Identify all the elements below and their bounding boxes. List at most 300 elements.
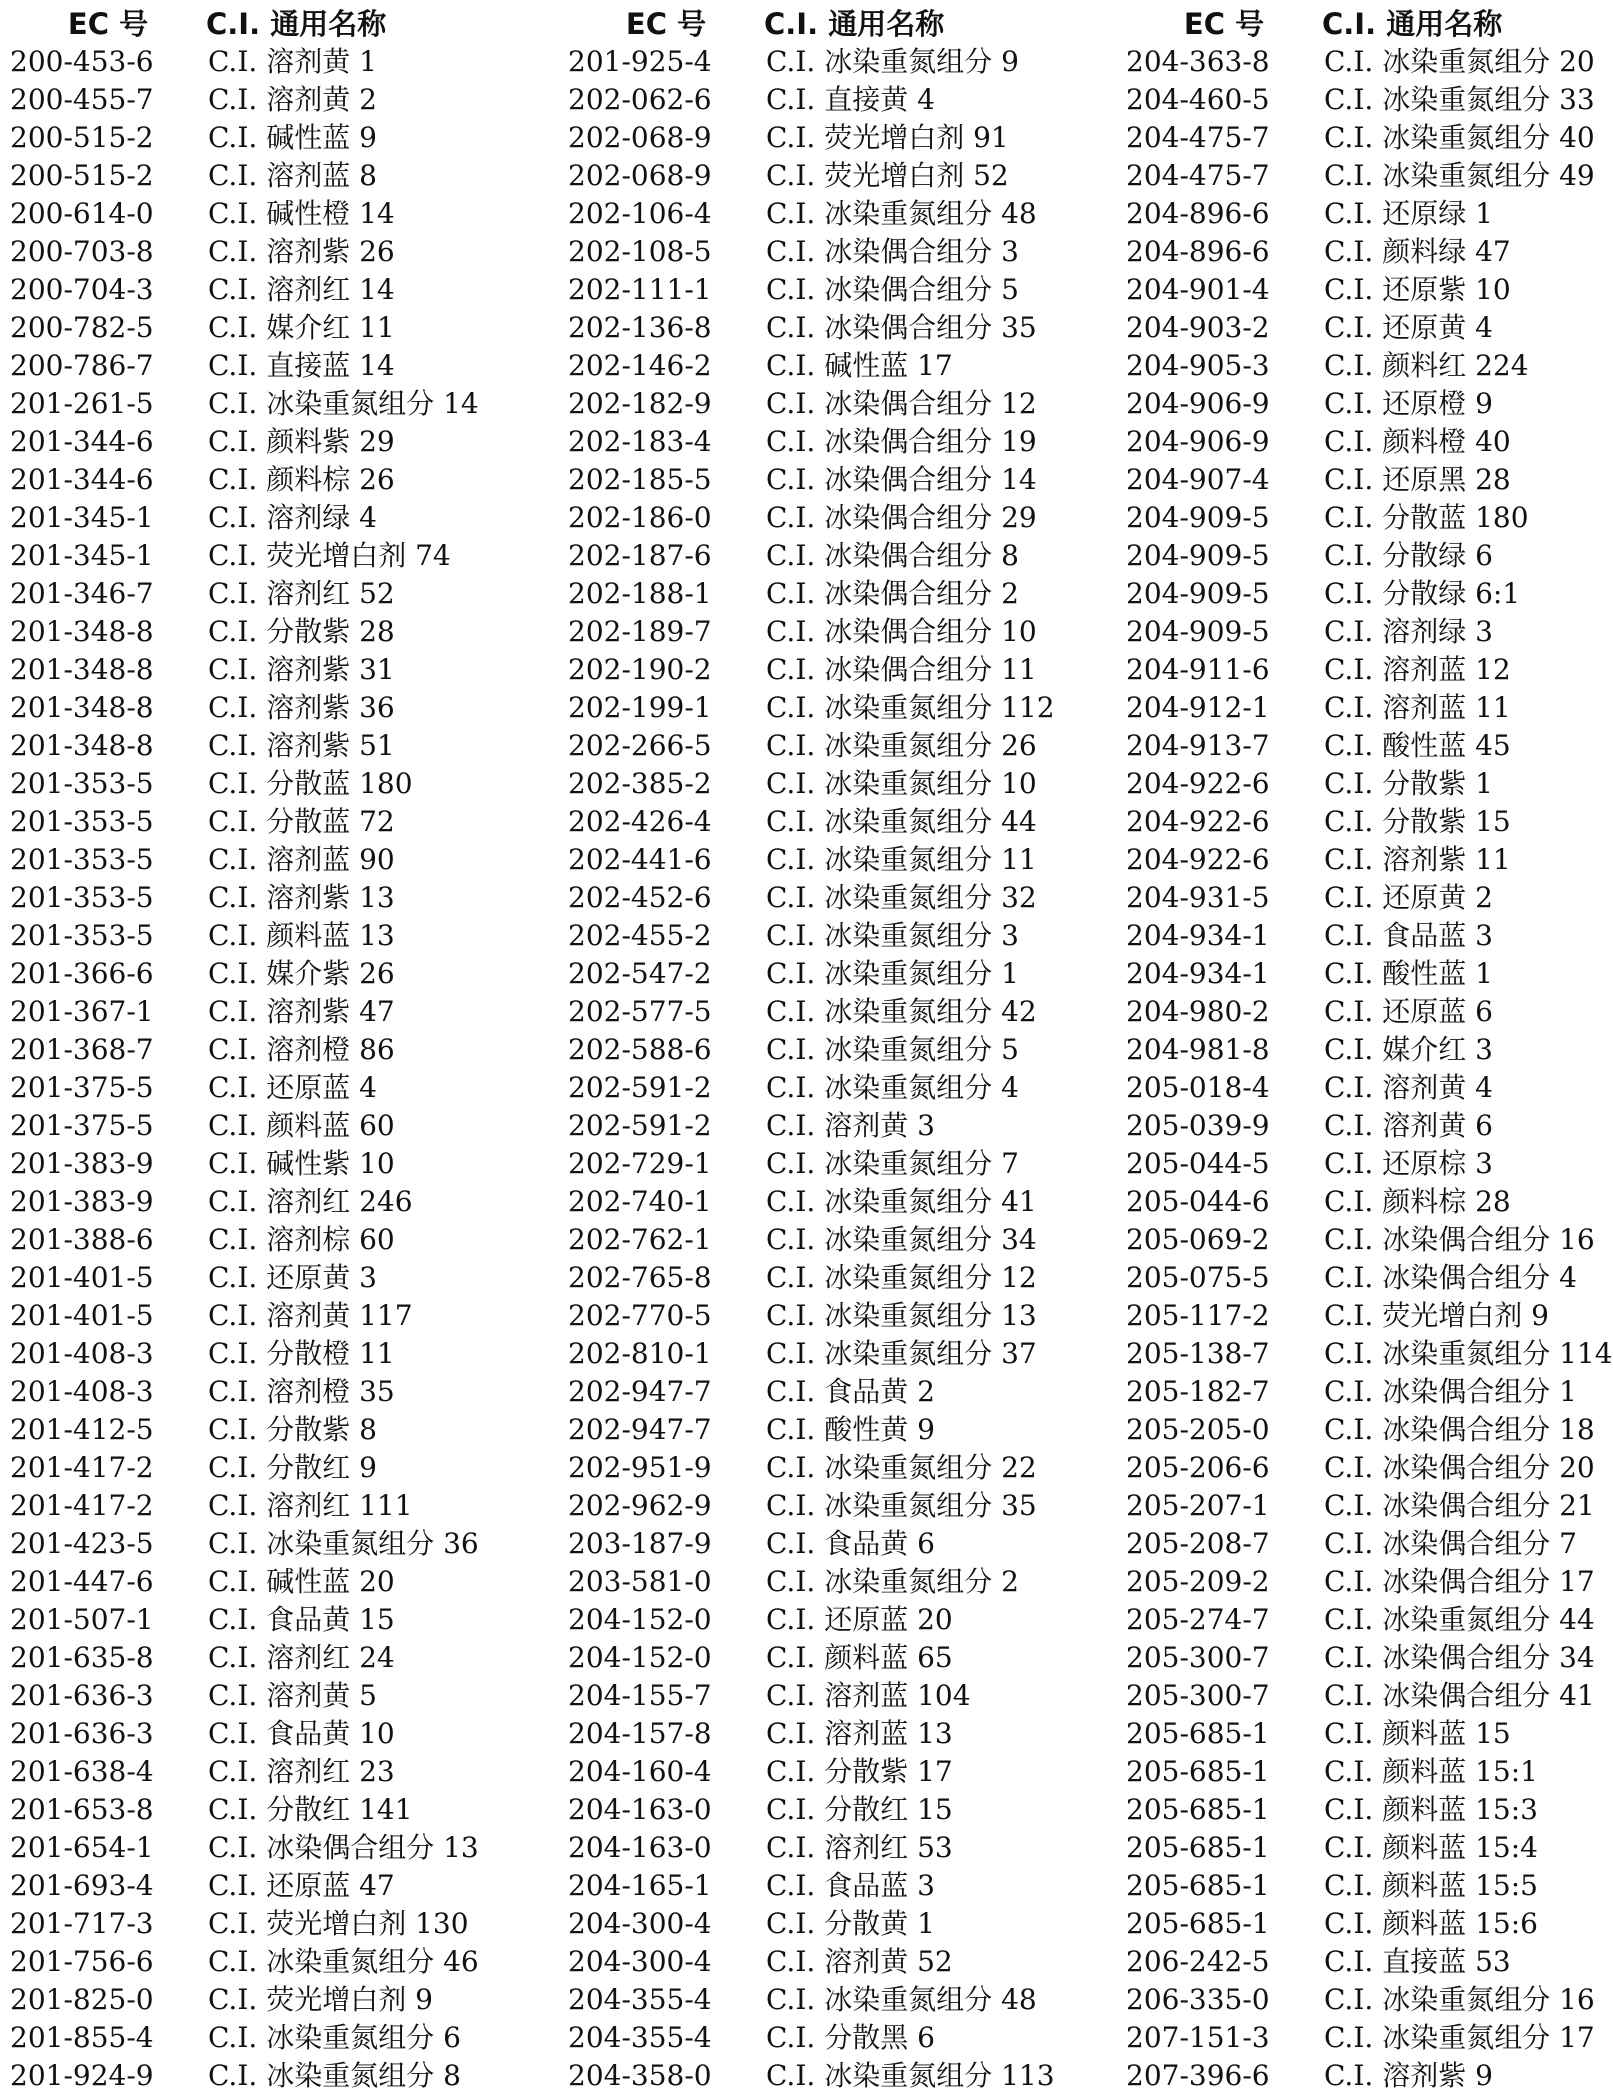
table-row (10, 1829, 479, 1867)
ec-number: 205-138-7 (1126, 1337, 1270, 1370)
ec-number: 201-383-9 (10, 1147, 154, 1180)
ci-generic-name: C.I. 冰染重氮组分 13 (766, 1299, 1037, 1332)
ci-generic-name: C.I. 分散红 9 (208, 1451, 377, 1484)
ec-number: 205-207-1 (1126, 1489, 1270, 1522)
ec-number: 201-638-4 (10, 1755, 154, 1788)
ci-generic-name: C.I. 食品黄 10 (208, 1717, 395, 1750)
ci-generic-name: C.I. 还原橙 9 (1324, 387, 1493, 420)
ci-generic-name: C.I. 分散紫 17 (766, 1755, 953, 1788)
ci-generic-name: C.I. 溶剂红 14 (208, 273, 395, 306)
ci-generic-name: C.I. 颜料蓝 60 (208, 1109, 395, 1142)
ec-number: 202-455-2 (568, 919, 712, 952)
ci-generic-name: C.I. 冰染偶合组分 3 (766, 235, 1019, 268)
ci-generic-name: C.I. 颜料蓝 15:3 (1324, 1793, 1538, 1826)
table-row (10, 499, 479, 537)
ci-generic-name: C.I. 冰染重氮组分 8 (208, 2059, 461, 2092)
table-row (568, 1297, 1055, 1335)
ci-generic-name: C.I. 冰染重氮组分 42 (766, 995, 1037, 1028)
table-row (10, 1259, 479, 1297)
table-row (1126, 1905, 1613, 1943)
table-row (1126, 1335, 1613, 1373)
table-row (10, 1563, 479, 1601)
ci-generic-name: C.I. 溶剂紫 36 (208, 691, 395, 724)
table-row (1126, 1259, 1613, 1297)
table-row (10, 1525, 479, 1563)
table-row (568, 1411, 1055, 1449)
ec-number: 200-614-0 (10, 197, 154, 230)
ci-generic-name: C.I. 还原黑 28 (1324, 463, 1511, 496)
ec-number: 205-075-5 (1126, 1261, 1270, 1294)
table-row (568, 1677, 1055, 1715)
ci-generic-name: C.I. 冰染偶合组分 8 (766, 539, 1019, 572)
ec-number: 202-183-4 (568, 425, 712, 458)
ci-generic-name: C.I. 还原黄 4 (1324, 311, 1493, 344)
ci-generic-name: C.I. 荧光增白剂 9 (208, 1983, 433, 2016)
table-row (568, 613, 1055, 651)
ec-number: 204-981-8 (1126, 1033, 1270, 1066)
ec-number: 204-909-5 (1126, 539, 1270, 572)
table-row (1126, 309, 1613, 347)
table-row (10, 651, 479, 689)
ci-generic-name: C.I. 冰染重氮组分 20 (1324, 45, 1595, 78)
ci-generic-name: C.I. 冰染重氮组分 41 (766, 1185, 1037, 1218)
ci-generic-name: C.I. 冰染重氮组分 46 (208, 1945, 479, 1978)
ec-number: 201-383-9 (10, 1185, 154, 1218)
ec-number: 201-423-5 (10, 1527, 154, 1560)
ec-number: 202-186-0 (568, 501, 712, 534)
table-row (568, 1943, 1055, 1981)
ec-number: 202-441-6 (568, 843, 712, 876)
ci-generic-name: C.I. 直接蓝 53 (1324, 1945, 1511, 1978)
ec-number: 204-155-7 (568, 1679, 712, 1712)
table-row (1126, 1943, 1613, 1981)
table-row (1126, 81, 1613, 119)
ci-generic-name: C.I. 溶剂紫 9 (1324, 2059, 1493, 2092)
table-row (568, 1107, 1055, 1145)
table-row (10, 1943, 479, 1981)
ec-number: 201-653-8 (10, 1793, 154, 1826)
table-row (1126, 765, 1613, 803)
ec-number: 205-300-7 (1126, 1641, 1270, 1674)
ci-generic-name: C.I. 碱性紫 10 (208, 1147, 395, 1180)
ec-number: 202-106-4 (568, 197, 712, 230)
ci-generic-name: C.I. 直接蓝 14 (208, 349, 395, 382)
ec-number: 201-925-4 (568, 45, 712, 78)
ec-number: 205-039-9 (1126, 1109, 1270, 1142)
ci-generic-name: C.I. 荧光增白剂 130 (208, 1907, 469, 1940)
ci-generic-name: C.I. 冰染重氮组分 14 (208, 387, 479, 420)
table-row (568, 499, 1055, 537)
ec-number: 204-157-8 (568, 1717, 712, 1750)
table-row (568, 803, 1055, 841)
ec-number: 202-385-2 (568, 767, 712, 800)
table-row (568, 689, 1055, 727)
table-row (10, 879, 479, 917)
table-row (10, 309, 479, 347)
ec-number: 205-182-7 (1126, 1375, 1270, 1408)
ec-number: 204-922-6 (1126, 805, 1270, 838)
table-row (1126, 1639, 1613, 1677)
table-row (568, 1525, 1055, 1563)
ec-number: 201-367-1 (10, 995, 154, 1028)
table-row (10, 1981, 479, 2019)
table-row (568, 1905, 1055, 1943)
ci-generic-name: C.I. 分散绿 6:1 (1324, 577, 1521, 610)
ci-generic-name: C.I. 分散紫 28 (208, 615, 395, 648)
ci-generic-name: C.I. 溶剂红 24 (208, 1641, 395, 1674)
table-row (568, 841, 1055, 879)
table-row (568, 765, 1055, 803)
table-row (1126, 1183, 1613, 1221)
table-row (1126, 1715, 1613, 1753)
ec-number: 201-344-6 (10, 425, 154, 458)
ec-number: 204-355-4 (568, 1983, 712, 2016)
ec-number: 204-363-8 (1126, 45, 1270, 78)
table-row (1126, 43, 1613, 81)
ec-number: 201-401-5 (10, 1261, 154, 1294)
ci-generic-name: C.I. 溶剂黄 1 (208, 45, 377, 78)
ec-number: 203-187-9 (568, 1527, 712, 1560)
ci-generic-name: C.I. 冰染重氮组分 37 (766, 1337, 1037, 1370)
ec-number: 201-417-2 (10, 1489, 154, 1522)
ci-generic-name: C.I. 分散橙 11 (208, 1337, 395, 1370)
ci-generic-name: C.I. 荧光增白剂 91 (766, 121, 1009, 154)
ec-number: 200-455-7 (10, 83, 154, 116)
ec-number: 204-300-4 (568, 1907, 712, 1940)
table-row (10, 765, 479, 803)
ci-generic-name: C.I. 冰染重氮组分 5 (766, 1033, 1019, 1066)
table-row (10, 423, 479, 461)
table-row (10, 803, 479, 841)
ci-generic-name: C.I. 冰染偶合组分 35 (766, 311, 1037, 344)
ci-generic-name: C.I. 食品蓝 3 (766, 1869, 935, 1902)
table-row (1126, 917, 1613, 955)
ec-number: 204-165-1 (568, 1869, 712, 1902)
ec-number: 202-146-2 (568, 349, 712, 382)
table-row (10, 1107, 479, 1145)
ci-generic-name: C.I. 分散蓝 180 (1324, 501, 1529, 534)
ec-number: 204-905-3 (1126, 349, 1270, 382)
ci-generic-name: C.I. 冰染重氮组分 32 (766, 881, 1037, 914)
ec-number: 201-348-8 (10, 729, 154, 762)
table-row (568, 537, 1055, 575)
table-row (10, 1487, 479, 1525)
ci-generic-name: C.I. 酸性蓝 1 (1324, 957, 1493, 990)
table-row (1126, 879, 1613, 917)
ci-generic-name: C.I. 直接黄 4 (766, 83, 935, 116)
table-row (10, 689, 479, 727)
ec-number-header: EC 号 (625, 7, 707, 41)
ci-generic-name: C.I. 溶剂黄 6 (1324, 1109, 1493, 1142)
ec-number: 207-396-6 (1126, 2059, 1270, 2092)
ci-generic-name: C.I. 溶剂绿 4 (208, 501, 377, 534)
ec-number: 201-756-6 (10, 1945, 154, 1978)
ec-number: 200-704-3 (10, 273, 154, 306)
ci-generic-name: C.I. 溶剂蓝 104 (766, 1679, 971, 1712)
table-row (568, 347, 1055, 385)
table-row (1126, 1601, 1613, 1639)
ci-generic-name: C.I. 颜料橙 40 (1324, 425, 1511, 458)
ec-number: 204-922-6 (1126, 843, 1270, 876)
ec-number: 204-911-6 (1126, 653, 1270, 686)
table-row (568, 233, 1055, 271)
ec-number: 204-907-4 (1126, 463, 1270, 496)
ci-generic-name: C.I. 冰染偶合组分 16 (1324, 1223, 1595, 1256)
ci-generic-name: C.I. 荧光增白剂 52 (766, 159, 1009, 192)
ci-generic-name: C.I. 冰染重氮组分 44 (766, 805, 1037, 838)
ec-number: 201-345-1 (10, 539, 154, 572)
ec-number: 205-069-2 (1126, 1223, 1270, 1256)
ci-generic-name: C.I. 溶剂紫 47 (208, 995, 395, 1028)
table-row (1126, 1297, 1613, 1335)
ec-number: 204-901-4 (1126, 273, 1270, 306)
ci-generic-name: C.I. 颜料蓝 65 (766, 1641, 953, 1674)
ec-number: 202-765-8 (568, 1261, 712, 1294)
table-row (1126, 385, 1613, 423)
ci-generic-name: C.I. 溶剂黄 5 (208, 1679, 377, 1712)
ec-number: 204-896-6 (1126, 235, 1270, 268)
table-row (568, 1221, 1055, 1259)
ec-number: 202-136-8 (568, 311, 712, 344)
table-row (1126, 347, 1613, 385)
ec-number: 202-426-4 (568, 805, 712, 838)
table-row (1126, 195, 1613, 233)
ec-number: 204-912-1 (1126, 691, 1270, 724)
ci-generic-name: C.I. 冰染重氮组分 17 (1324, 2021, 1595, 2054)
table-column-1 (10, 0, 479, 2095)
ci-generic-name: C.I. 冰染重氮组分 22 (766, 1451, 1037, 1484)
ec-number: 201-447-6 (10, 1565, 154, 1598)
ci-generic-name: C.I. 颜料蓝 15:4 (1324, 1831, 1538, 1864)
ec-number: 201-348-8 (10, 615, 154, 648)
ec-number: 202-199-1 (568, 691, 712, 724)
ec-number: 202-577-5 (568, 995, 712, 1028)
table-row (568, 461, 1055, 499)
ec-number: 202-810-1 (568, 1337, 712, 1370)
ci-generic-name: C.I. 荧光增白剂 9 (1324, 1299, 1549, 1332)
ci-generic-name: C.I. 颜料蓝 15:6 (1324, 1907, 1538, 1940)
table-row (1126, 461, 1613, 499)
ec-number: 200-453-6 (10, 45, 154, 78)
table-row (1126, 1753, 1613, 1791)
ec-number: 205-205-0 (1126, 1413, 1270, 1446)
ec-number: 201-636-3 (10, 1717, 154, 1750)
ec-number: 205-018-4 (1126, 1071, 1270, 1104)
ec-number: 202-947-7 (568, 1413, 712, 1446)
ci-generic-name: C.I. 冰染重氮组分 112 (766, 691, 1055, 724)
table-row (1126, 233, 1613, 271)
ec-number: 201-353-5 (10, 767, 154, 800)
table-row (1126, 1981, 1613, 2019)
table-row (568, 1829, 1055, 1867)
table-row (10, 271, 479, 309)
ec-number: 202-947-7 (568, 1375, 712, 1408)
ci-generic-name: C.I. 冰染偶合组分 13 (208, 1831, 479, 1864)
ec-number: 201-507-1 (10, 1603, 154, 1636)
ec-number: 205-044-5 (1126, 1147, 1270, 1180)
table-row (10, 233, 479, 271)
ci-generic-name: C.I. 食品黄 15 (208, 1603, 395, 1636)
ec-number: 204-300-4 (568, 1945, 712, 1978)
ec-number: 201-855-4 (10, 2021, 154, 2054)
ci-generic-name: C.I. 冰染偶合组分 7 (1324, 1527, 1577, 1560)
ci-generic-name: C.I. 媒介紫 26 (208, 957, 395, 990)
ci-generic-name: C.I. 分散红 141 (208, 1793, 413, 1826)
ci-generic-name: C.I. 颜料紫 29 (208, 425, 395, 458)
ec-number: 205-685-1 (1126, 1717, 1270, 1750)
ci-generic-name: C.I. 还原蓝 4 (208, 1071, 377, 1104)
ci-generic-name: C.I. 分散红 15 (766, 1793, 953, 1826)
table-row (1126, 1791, 1613, 1829)
table-row (1126, 993, 1613, 1031)
table-row (10, 1791, 479, 1829)
ec-number: 204-163-0 (568, 1793, 712, 1826)
ci-generic-name: C.I. 颜料绿 47 (1324, 235, 1511, 268)
ci-generic-name: C.I. 溶剂红 111 (208, 1489, 413, 1522)
table-row (10, 1677, 479, 1715)
ec-number: 204-906-9 (1126, 387, 1270, 420)
ec-number: 205-206-6 (1126, 1451, 1270, 1484)
table-row (568, 1601, 1055, 1639)
table-row (1126, 1069, 1613, 1107)
table-row (568, 119, 1055, 157)
table-row (1126, 1107, 1613, 1145)
table-row (568, 385, 1055, 423)
table-row (568, 993, 1055, 1031)
table-row (1126, 651, 1613, 689)
ec-number: 202-591-2 (568, 1071, 712, 1104)
table-row (1126, 955, 1613, 993)
ec-number: 201-344-6 (10, 463, 154, 496)
ci-generic-name: C.I. 冰染偶合组分 2 (766, 577, 1019, 610)
ci-generic-name: C.I. 分散绿 6 (1324, 539, 1493, 572)
ci-generic-name: C.I. 还原棕 3 (1324, 1147, 1493, 1180)
ec-number: 202-770-5 (568, 1299, 712, 1332)
ec-number: 202-068-9 (568, 159, 712, 192)
table-row (568, 1373, 1055, 1411)
table-rows (10, 43, 479, 2095)
ec-number: 201-654-1 (10, 1831, 154, 1864)
ci-generic-name: C.I. 冰染重氮组分 36 (208, 1527, 479, 1560)
table-row (10, 347, 479, 385)
ci-generic-name: C.I. 冰染偶合组分 34 (1324, 1641, 1595, 1674)
table-row (10, 119, 479, 157)
table-row (1126, 2019, 1613, 2057)
ec-number: 207-151-3 (1126, 2021, 1270, 2054)
table-rows (1126, 43, 1613, 2095)
table-row (10, 841, 479, 879)
ec-number: 205-209-2 (1126, 1565, 1270, 1598)
ec-number: 200-515-2 (10, 159, 154, 192)
table-row (10, 1069, 479, 1107)
ec-number: 201-353-5 (10, 881, 154, 914)
ci-generic-name: C.I. 还原绿 1 (1324, 197, 1493, 230)
ci-generic-name: C.I. 冰染重氮组分 40 (1324, 121, 1595, 154)
ec-number: 201-924-9 (10, 2059, 154, 2092)
ec-number: 201-388-6 (10, 1223, 154, 1256)
table-row (568, 1867, 1055, 1905)
ec-number: 201-401-5 (10, 1299, 154, 1332)
ci-generic-name: C.I. 溶剂红 23 (208, 1755, 395, 1788)
ci-name-header: C.I. 通用名称 (764, 7, 945, 41)
ec-number: 201-346-7 (10, 577, 154, 610)
ec-number: 206-335-0 (1126, 1983, 1270, 2016)
ci-generic-name: C.I. 碱性蓝 9 (208, 121, 377, 154)
table-row (10, 613, 479, 651)
ec-number: 202-591-2 (568, 1109, 712, 1142)
ec-number: 201-348-8 (10, 691, 154, 724)
table-row (568, 1981, 1055, 2019)
ci-generic-name: C.I. 冰染偶合组分 29 (766, 501, 1037, 534)
table-row (568, 1753, 1055, 1791)
ec-number: 202-188-1 (568, 577, 712, 610)
table-row (568, 1183, 1055, 1221)
table-row (1126, 613, 1613, 651)
ec-number: 205-300-7 (1126, 1679, 1270, 1712)
ci-generic-name: C.I. 分散紫 1 (1324, 767, 1493, 800)
ec-number: 205-685-1 (1126, 1907, 1270, 1940)
table-row (1126, 575, 1613, 613)
ec-number: 202-962-9 (568, 1489, 712, 1522)
table-row (10, 955, 479, 993)
table-row (1126, 119, 1613, 157)
ci-generic-name: C.I. 颜料红 224 (1324, 349, 1529, 382)
ci-name-header: C.I. 通用名称 (206, 7, 387, 41)
ci-generic-name: C.I. 冰染重氮组分 114 (1324, 1337, 1613, 1370)
ci-generic-name: C.I. 冰染偶合组分 12 (766, 387, 1037, 420)
ci-generic-name: C.I. 溶剂紫 26 (208, 235, 395, 268)
ec-number: 201-635-8 (10, 1641, 154, 1674)
ec-number: 204-163-0 (568, 1831, 712, 1864)
ec-number: 201-353-5 (10, 805, 154, 838)
ec-number: 204-906-9 (1126, 425, 1270, 458)
ci-generic-name: C.I. 颜料蓝 15 (1324, 1717, 1511, 1750)
ci-generic-name: C.I. 溶剂黄 3 (766, 1109, 935, 1142)
ec-number: 201-375-5 (10, 1109, 154, 1142)
table-row (10, 1031, 479, 1069)
table-row (10, 385, 479, 423)
ec-number: 205-685-1 (1126, 1869, 1270, 1902)
ec-number: 202-762-1 (568, 1223, 712, 1256)
table-row (10, 157, 479, 195)
ec-number: 204-931-5 (1126, 881, 1270, 914)
table-column-2 (568, 0, 1055, 2095)
table-row (1126, 2057, 1613, 2095)
ci-generic-name: C.I. 还原蓝 20 (766, 1603, 953, 1636)
ci-generic-name: C.I. 冰染重氮组分 3 (766, 919, 1019, 952)
table-row (10, 2057, 479, 2095)
ec-number: 204-160-4 (568, 1755, 712, 1788)
ci-generic-name: C.I. 酸性蓝 45 (1324, 729, 1511, 762)
table-row (1126, 1411, 1613, 1449)
ec-number: 201-412-5 (10, 1413, 154, 1446)
ec-number: 204-909-5 (1126, 577, 1270, 610)
table-row (568, 917, 1055, 955)
ec-number: 205-685-1 (1126, 1793, 1270, 1826)
ec-number: 202-266-5 (568, 729, 712, 762)
ec-number: 202-190-2 (568, 653, 712, 686)
ci-generic-name: C.I. 分散蓝 72 (208, 805, 395, 838)
ec-number: 202-068-9 (568, 121, 712, 154)
ci-generic-name: C.I. 还原紫 10 (1324, 273, 1511, 306)
ci-generic-name: C.I. 冰染偶合组分 14 (766, 463, 1037, 496)
ci-generic-name: C.I. 颜料棕 28 (1324, 1185, 1511, 1218)
table-row (568, 1335, 1055, 1373)
table-row (1126, 1525, 1613, 1563)
ci-generic-name: C.I. 溶剂红 53 (766, 1831, 953, 1864)
table-row (568, 1031, 1055, 1069)
ci-generic-name: C.I. 碱性橙 14 (208, 197, 395, 230)
